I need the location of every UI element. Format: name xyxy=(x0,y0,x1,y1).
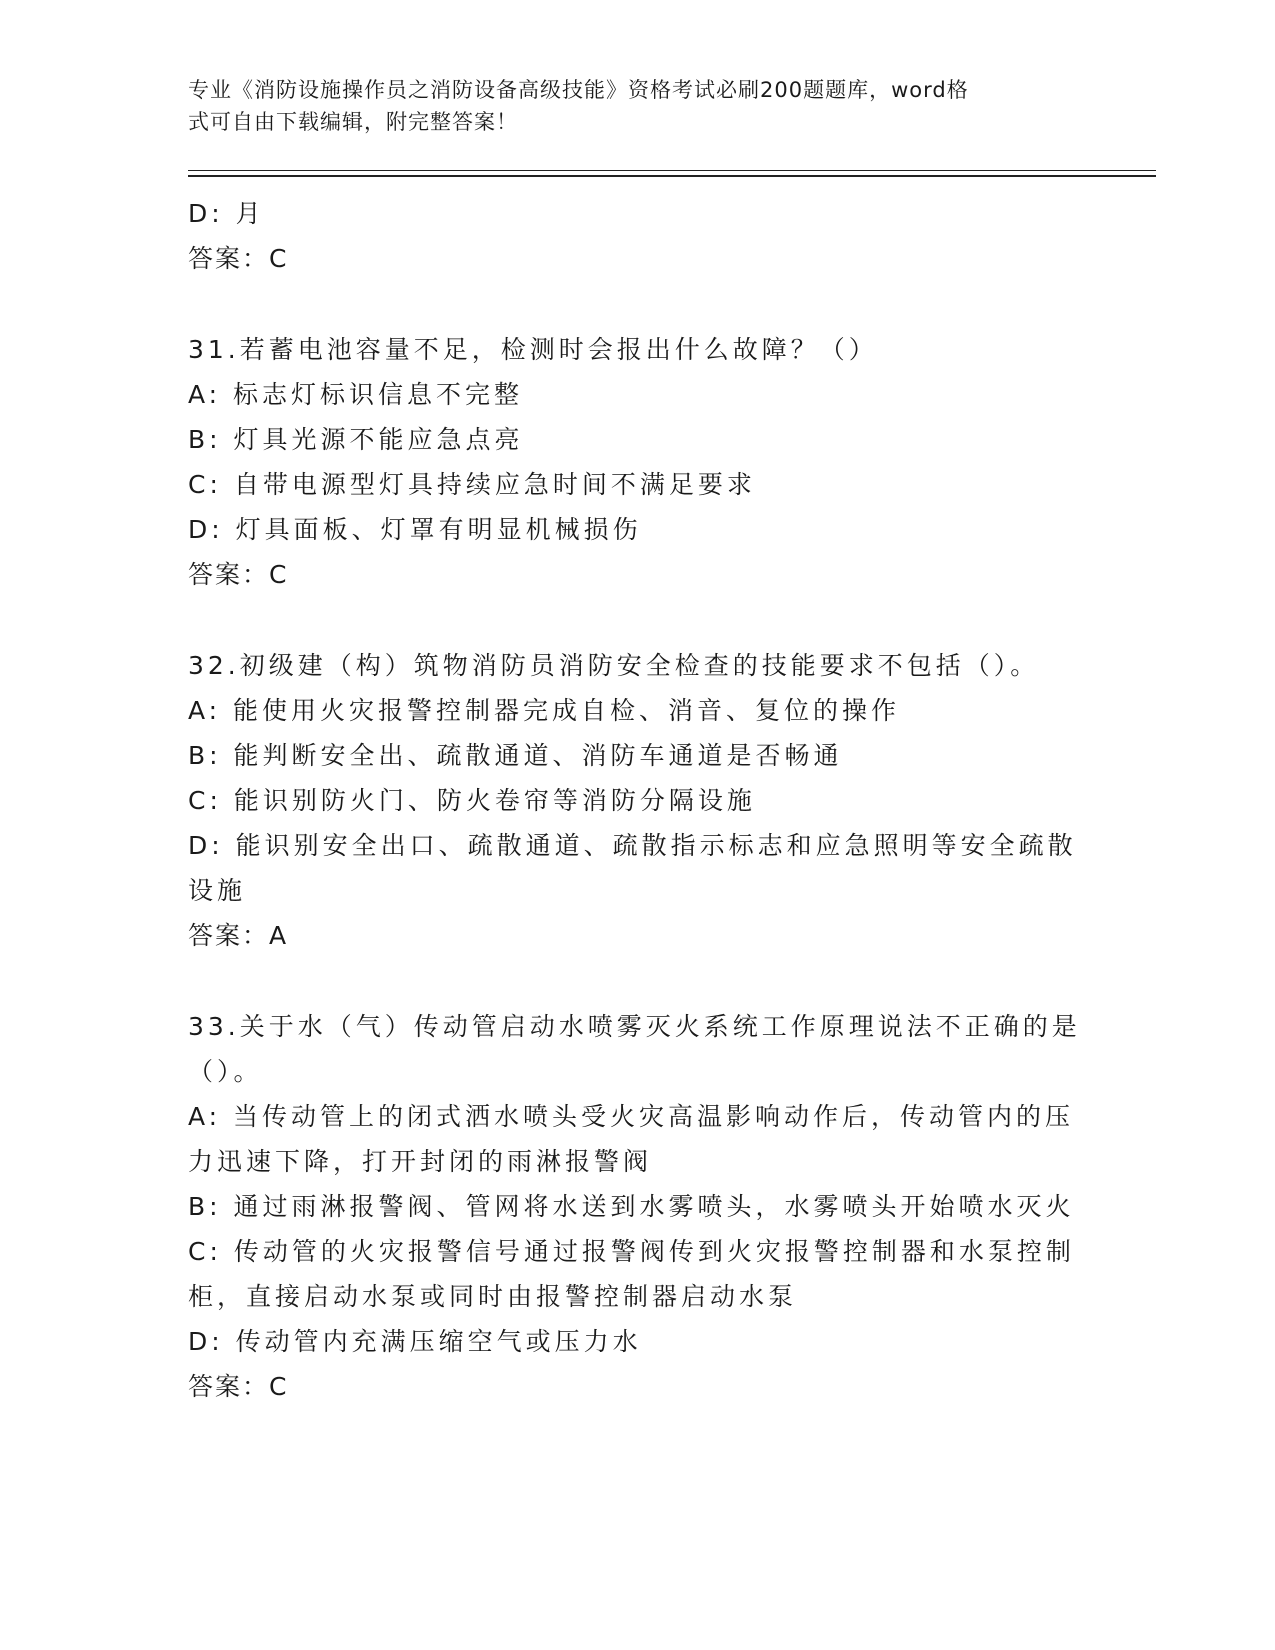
question-stem: 32.初级建（构）筑物消防员消防安全检查的技能要求不包括（）。 xyxy=(188,651,1040,680)
option-d: D: 灯具面板、灯罩有明显机械损伤 xyxy=(188,515,642,544)
question-stem: 31.若蓄电池容量不足，检测时会报出什么故障？（） xyxy=(188,335,878,364)
header-divider-thin xyxy=(188,170,1156,171)
option-d: D: 传动管内充满压缩空气或压力水 xyxy=(188,1327,642,1356)
option-a: A: 当传动管上的闭式洒水喷头受火灾高温影响动作后，传动管内的压 xyxy=(188,1102,1075,1131)
option-d: D: 月 xyxy=(188,199,265,228)
header-divider-thick xyxy=(188,175,1156,177)
header-line-1: 专业《消防设施操作员之消防设备高级技能》资格考试必刷200题题库，word格 xyxy=(188,78,969,102)
question-32 xyxy=(188,643,1088,958)
option-a-continuation: 力迅速下降，打开封闭的雨淋报警阀 xyxy=(188,1147,653,1176)
question-33 xyxy=(188,1004,1088,1409)
answer-line: 答案：A xyxy=(188,921,289,950)
option-b: B: 能判断安全出、疏散通道、消防车通道是否畅通 xyxy=(188,741,843,770)
option-c: C: 自带电源型灯具持续应急时间不满足要求 xyxy=(188,470,756,499)
option-c: C: 传动管的火灾报警信号通过报警阀传到火灾报警控制器和水泵控制 xyxy=(188,1237,1075,1266)
question-list xyxy=(188,191,1088,1409)
option-a: A: 标志灯标识信息不完整 xyxy=(188,380,524,409)
option-a: A: 能使用火灾报警控制器完成自检、消音、复位的操作 xyxy=(188,696,901,725)
header-line-2: 式可自由下载编辑，附完整答案！ xyxy=(188,110,518,134)
answer-line: 答案：C xyxy=(188,560,289,589)
question-stem-continuation: （）。 xyxy=(188,1057,263,1086)
answer-line: 答案：C xyxy=(188,1372,289,1401)
question-31 xyxy=(188,327,1088,597)
page-header xyxy=(188,74,1068,138)
option-c: C: 能识别防火门、防火卷帘等消防分隔设施 xyxy=(188,786,756,815)
answer-line: 答案：C xyxy=(188,244,289,273)
option-b: B: 灯具光源不能应急点亮 xyxy=(188,425,524,454)
option-d: D: 能识别安全出口、疏散通道、疏散指示标志和应急照明等安全疏散 xyxy=(188,831,1077,860)
question-stem: 33.关于水（气）传动管启动水喷雾灭火系统工作原理说法不正确的是 xyxy=(188,1012,1081,1041)
option-d-continuation: 设施 xyxy=(188,876,247,905)
option-c-continuation: 柜，直接启动水泵或同时由报警控制器启动水泵 xyxy=(188,1282,798,1311)
previous-question-tail xyxy=(188,191,1088,281)
option-b: B: 通过雨淋报警阀、管网将水送到水雾喷头，水雾喷头开始喷水灭火 xyxy=(188,1192,1075,1221)
